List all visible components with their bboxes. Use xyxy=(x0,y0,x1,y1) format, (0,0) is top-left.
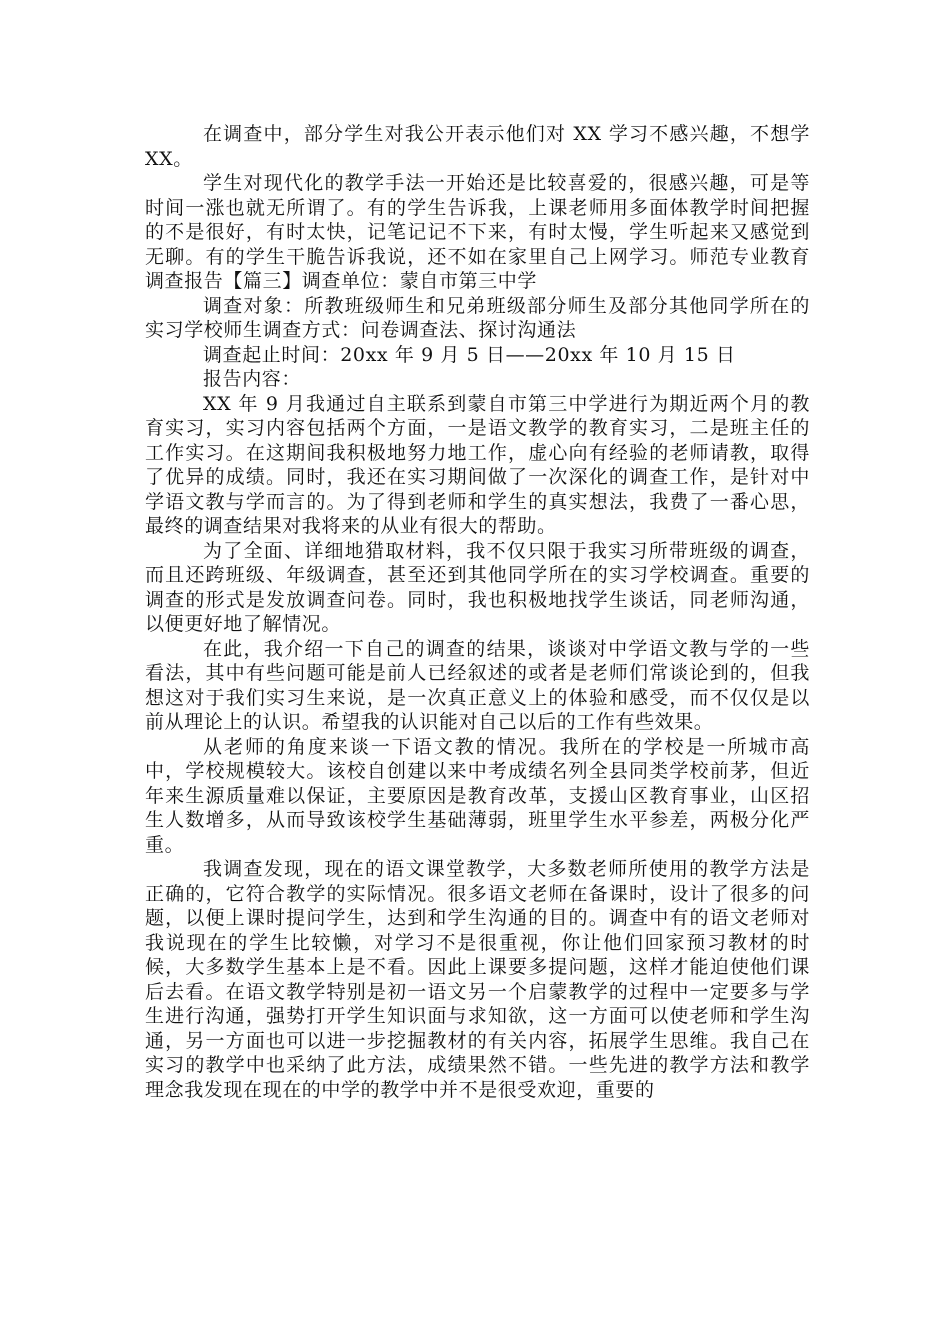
paragraph-3: 调查对象：所教班级师生和兄弟班级部分师生及部分其他同学所在的实习学校师生调查方式：问卷调查法、探讨沟通法 xyxy=(145,294,810,341)
paragraph-6: XX 年 9 月我通过自主联系到蒙自市第三中学进行为期近两个月的教育实习，实习内容包括两个方面，一是语文教学的教育实习，二是班主任的工作实习。在这期间我积极地努力地工作，虚心向有经验的老师请教，取得了优异的成绩。同时，我还在实习期间做了一次深化的调查工作，是针对中学语文教与学而言的。为了得到老师和学生的真实想法，我费了一番心思，最终的调查结果对我将来的从业有很大的帮助。 xyxy=(145,392,810,537)
paragraph-4: 调查起止时间：20xx 年 9 月 5 日——20xx 年 10 月 15 日 xyxy=(203,343,736,366)
paragraph-8: 在此，我介绍一下自己的调查的结果，谈谈对中学语文教与学的一些看法，其中有些问题可能是前人已经叙述的或者是老师们常谈论到的，但我想这对于我们实习生来说，是一次真正意义上的体验和感受，而不仅仅是以前从理论上的认识。希望我的认识能对自己以后的工作有些效果。 xyxy=(145,637,810,733)
paragraph-7: 为了全面、详细地猎取材料，我不仅只限于我实习所带班级的调查，而且还跨班级、年级调查，甚至还到其他同学所在的实习学校调查。重要的调查的形式是发放调查问卷。同时，我也积极地找学生谈话，同老师沟通，以便更好地了解情况。 xyxy=(145,539,810,635)
paragraph-1: 在调查中，部分学生对我公开表示他们对 XX 学习不感兴趣，不想学 XX。 xyxy=(145,123,810,170)
paragraph-2: 学生对现代化的教学手法一开始还是比较喜爱的，很感兴趣，可是等时间一涨也就无所谓了。有的学生告诉我，上课老师用多面体教学时间把握的不是很好，有时太快，记笔记记不下来，有时太慢，学生听起来又感觉到无聊。有的学生干脆告诉我说，还不如在家里自己上网学习。师范专业教育调查报告【篇三】调查单位：蒙自市第三中学 xyxy=(145,172,810,292)
paragraph-5: 报告内容： xyxy=(203,368,302,390)
paragraph-10: 我调查发现，现在的语文课堂教学，大多数老师所使用的教学方法是正确的，它符合教学的实际情况。很多语文老师在备课时，设计了很多的问题，以便上课时提问学生，达到和学生沟通的目的。调查中有的语文老师对我说现在的学生比较懒，对学习不是很重视，你让他们回家预习教材的时候，大多数学生基本上是不看。因此上课要多提问题，这样才能迫使他们课后去看。在语文教学特别是初一语文另一个启蒙教学的过程中一定要多与学生进行沟通，强势打开学生知识面与求知欲，这一方面可以使老师和学生沟通，另一方面也可以进一步挖掘教材的有关内容，拓展学生思维。我自己在实习的教学中也采纳了此方法，成绩果然不错。一些先进的教学方法和教学理念我发现在现在的中学的教学中并不是很受欢迎，重要的 xyxy=(145,858,810,1101)
paragraph-9: 从老师的角度来谈一下语文教的情况。我所在的学校是一所城市高中，学校规模较大。该校自创建以来中考成绩名列全县同类学校前茅，但近年来生源质量难以保证，主要原因是教育改革，支援山区教育事业，山区招生人数增多，从而导致该校学生基础薄弱，班里学生水平参差，两极分化严重。 xyxy=(145,735,810,856)
report-body xyxy=(145,122,810,1102)
